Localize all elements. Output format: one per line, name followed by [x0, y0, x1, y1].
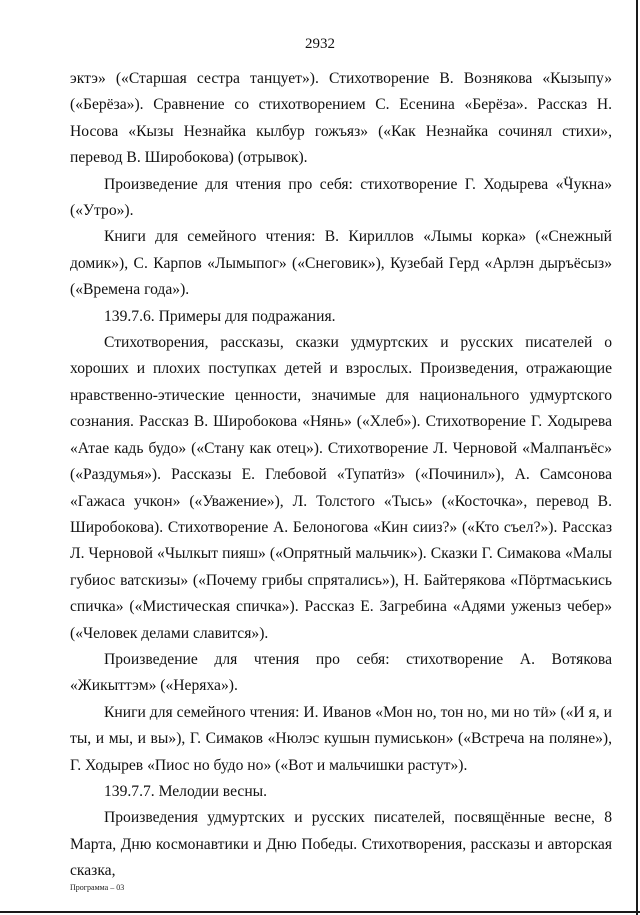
document-body: [70, 66, 612, 885]
page-footer: Программа – 03: [70, 883, 125, 892]
page-frame-bottom-edge: [0, 911, 640, 913]
section-heading-139-7-7: 139.7.7. Мелодии весны.: [104, 782, 268, 800]
paragraph-7: Книги для семейного чтения: И. Иванов «Мон но, тон но, ми но тӥ» («И я, и ты, и мы, и вы»), Г. Симаков «Нюлэс кушын пумиськон» («Встреча на поляне»), Г. Ходырев «Пиос но будо но» («Вот и мальчишки растут»).: [70, 703, 612, 774]
paragraph-2: Произведение для чтения про себя: стихотворение Г. Ходырева «Ӵукна» («Утро»).: [70, 175, 612, 220]
page-number: 2932: [305, 36, 335, 52]
page-frame-right-edge: [636, 0, 638, 915]
paragraph-1: эктэ» («Старшая сестра танцует»). Стихотворение В. Вознякова «Кызыпу» («Берёза»). Сравнение со стихотворением С. Есенина «Берёза». Рассказ Н. Носова «Кызы Незнайка кылбур гожъяз» («Как Незнайка сочинял стихи», перевод В. Широбокова) (отрывок).: [70, 70, 612, 167]
paragraph-9: Произведения удмуртских и русских писателей, посвящённые весне, 8 Марта, Дню космонавтики и Дню Победы. Стихотворения, рассказы и авторская сказка,: [70, 809, 612, 880]
paragraph-6: Произведение для чтения про себя: стихотворение А. Вотякова «Жикыттэм» («Неряха»).: [70, 650, 612, 695]
section-heading-139-7-6: 139.7.6. Примеры для подражания.: [104, 307, 336, 325]
paragraph-5: Стихотворения, рассказы, сказки удмуртских и русских писателей о хороших и плохих поступках детей и взрослых. Произведения, отражающие нравственно-этические ценности, значимые для национального удмуртского сознания. Рассказ В. Широбокова «Нянь» («Хлеб»). Стихотворение Г. Ходырева «Атае кадь будо» («Стану как отец»). Стихотворение Л. Черновой «Малпанъёс» («Раздумья»). Рассказы Е. Глебовой «Тупатӥз» («Починил»), А. Самсонова «Гажаса учкон» («Уважение»), Л. Толстого «Тысь» («Косточка», перевод В. Широбокова). Стихотворение А. Белоногова «Кин сииз?» («Кто съел?»). Рассказ Л. Черновой «Чылкыт пияш» («Опрятный мальчик»). Сказки Г. Симакова «Малы губиос ватскизы» («Почему грибы спрятались»), Н. Байтерякова «Пӧртмаськись спичка» («Мистическая спичка»). Рассказ Е. Загребина «Адями уженыз чебер» («Человек делами славится»).: [70, 334, 612, 642]
paragraph-3: Книги для семейного чтения: В. Кириллов «Лымы корка» («Снежный домик»), С. Карпов «Лымыпог» («Снеговик»), Кузебай Герд «Арлэн дыръёсыз» («Времена года»).: [70, 228, 612, 299]
